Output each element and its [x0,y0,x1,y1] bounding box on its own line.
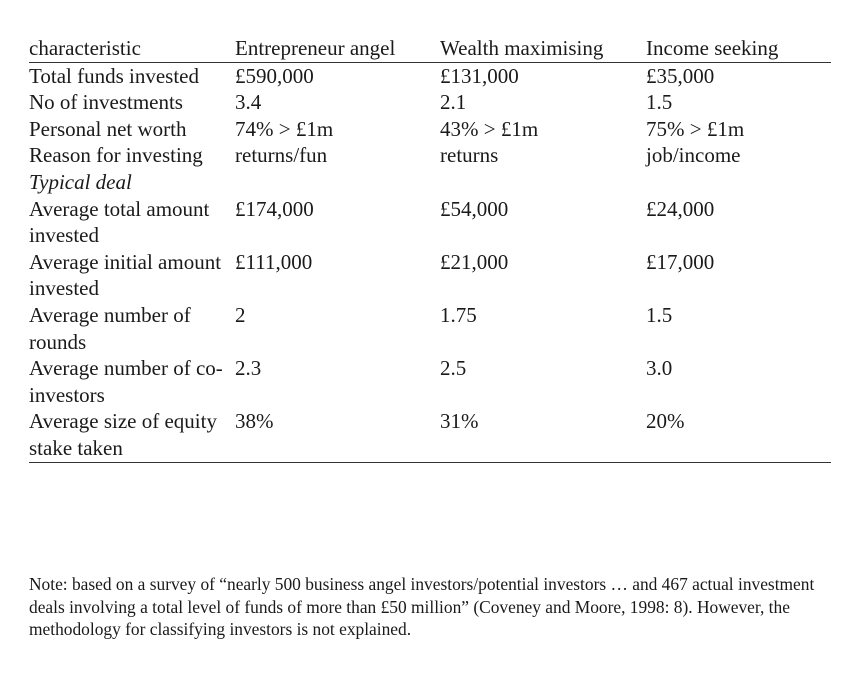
cell-income-seeking: job/income [646,143,741,168]
cell-wealth-maximising: £131,000 [440,63,519,88]
table-footnote: Note: based on a survey of “nearly 500 business angel investors/potential investors … and 467 actual investment deals involving a total level of funds of more than £50 million” (Coveney and Moore, 1998: 8). However, the methodology for classifying investors is not explained. [29,574,815,640]
cell-wealth-maximising: £21,000 [440,249,509,274]
cell-income-seeking: 20% [646,408,831,462]
table-row [29,249,831,302]
cell-income-seeking: 1.5 [646,90,673,115]
table-header [29,34,831,62]
row-label: Average number of rounds [29,302,191,354]
cell-entrepreneur-angel: £111,000 [235,249,313,274]
cell-income-seeking: 1.5 [646,302,673,327]
cell-income-seeking: 75% > £1m [646,116,745,141]
cell-wealth-maximising: returns [440,143,499,168]
header-entrepreneur-angel: Entrepreneur angel [235,34,440,62]
row-label: No of investments [29,90,183,115]
cell-entrepreneur-angel: 2 [235,302,246,327]
table-row [29,196,831,249]
section-row [29,169,831,196]
cell-income-seeking: £24,000 [646,196,715,221]
investor-types-table [29,34,831,463]
cell-entrepreneur-angel: 38% [235,408,440,462]
table-row [29,116,831,143]
header-row [29,34,831,62]
row-label: Average initial amount invested [29,249,222,301]
cell-entrepreneur-angel: £174,000 [235,196,314,221]
cell-wealth-maximising: 43% > £1m [440,116,539,141]
cell-wealth-maximising: 2.1 [440,90,467,115]
row-label: Average number of co-investors [29,356,223,407]
cell-entrepreneur-angel: returns/fun [235,143,328,168]
table-body [29,62,831,462]
header-income-seeking: Income seeking [646,34,831,62]
document-body [29,34,831,463]
row-label: Average size of equity stake taken [29,408,235,462]
cell-wealth-maximising: £54,000 [440,196,509,221]
row-label: Average total amount invested [29,196,210,248]
cell-entrepreneur-angel: 3.4 [235,90,262,115]
cell-wealth-maximising: 1.75 [440,302,477,327]
header-wealth-maximising: Wealth maximising [440,34,646,62]
table-row [29,62,831,89]
table-row [29,89,831,116]
cell-entrepreneur-angel: 74% > £1m [235,116,334,141]
cell-entrepreneur-angel: 2.3 [235,356,262,381]
cell-wealth-maximising: 31% [440,408,646,462]
table-row [29,142,831,169]
row-label: Personal net worth [29,116,187,141]
cell-wealth-maximising: 2.5 [440,356,467,381]
header-characteristic: characteristic [29,34,235,62]
row-label: Total funds invested [29,63,199,88]
row-label: Reason for investing [29,143,203,168]
table-row [29,355,831,408]
table-row [29,302,831,355]
cell-income-seeking: £17,000 [646,249,715,274]
table-row [29,408,831,462]
cell-income-seeking: £35,000 [646,63,715,88]
section-heading-typical-deal: Typical deal [29,169,132,194]
cell-entrepreneur-angel: £590,000 [235,63,314,88]
cell-income-seeking: 3.0 [646,356,673,381]
